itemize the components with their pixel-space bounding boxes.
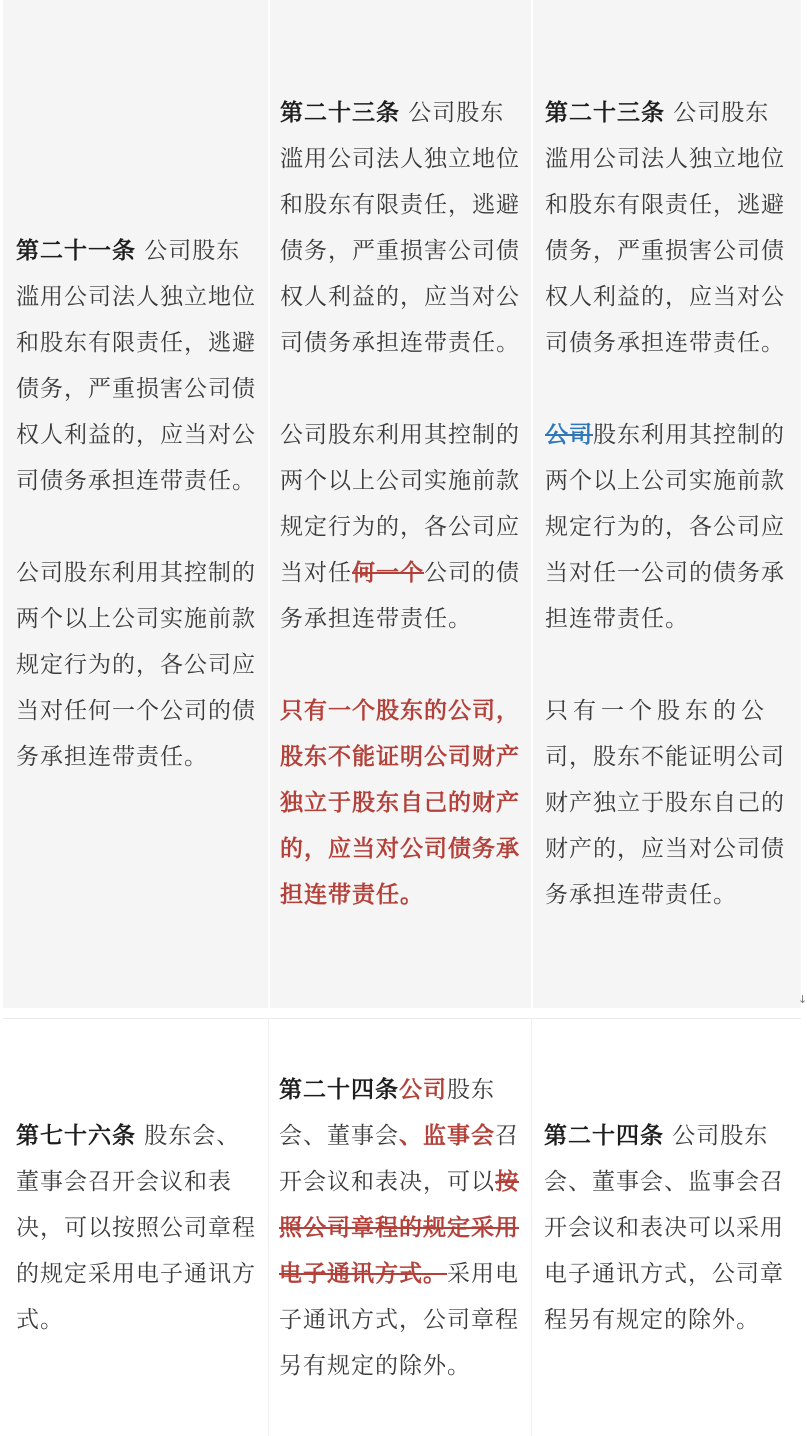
paragraph <box>280 412 521 642</box>
article-number: 第二十四条 <box>544 1122 664 1149</box>
paragraph <box>16 550 256 780</box>
article-number: 第二十一条 <box>16 238 136 264</box>
paragraph <box>545 412 793 642</box>
deleted-text: 公司 <box>545 422 593 448</box>
added-text: 公司 <box>399 1076 447 1103</box>
deleted-text: 何一个 <box>352 560 424 586</box>
paragraph <box>279 1067 521 1389</box>
final-law-cell <box>531 0 801 1008</box>
paragraph <box>545 90 793 366</box>
article-text: 公司股东滥用公司法人独立地位和股东有限责任，逃避债务，严重损害公司债权人利益的，应当对公司债务承担连带责任。 <box>16 238 256 494</box>
article-text: 股东利用其控制的两个以上公司实施前款规定行为的，各公司应当对任一公司 <box>545 422 785 586</box>
final-law-cell <box>531 1019 801 1436</box>
draft-law-cell <box>268 1019 531 1436</box>
table-row <box>3 1018 801 1436</box>
added-paragraph: 只有一个股东的公司，股东不能证明公司财产独立于股东自己的财产的，应当对公司债务承担连带责任。 <box>280 698 520 908</box>
article-text: 的债务承担连带责任。 <box>545 560 785 632</box>
paragraph <box>280 90 521 366</box>
article-text: 公司股东滥用公司法人独立地位和股东有限责任，逃避债务，严重损害公司债权人利益的，应当对公司债务承担连带责任。 <box>545 100 785 356</box>
article-text: 只有一个股东的公 <box>545 698 769 724</box>
paragraph <box>16 1113 256 1343</box>
deleted-text: 按照公司章程的规定采用电子通讯方式。 <box>279 1168 519 1287</box>
article-text: 公司股东滥用公司法人独立地位和股东有限责任，逃避债务，严重损害公司债权人利益的，应当对公司债务承担连带责任。 <box>280 100 520 356</box>
article-text: 公司股东利用其控制的两个以上公司实施前款规定行为的，各公司应当对任何一个公司的债务承担连带责任。 <box>16 560 256 770</box>
article-text: 召开会议和表决，可以 <box>279 1122 519 1195</box>
article-number: 第二十四条 <box>279 1076 399 1103</box>
old-law-cell <box>3 1019 268 1436</box>
article-number: 第七十六条 <box>16 1122 136 1149</box>
article-number: 第二十三条 <box>545 100 665 126</box>
table-row <box>3 0 801 1008</box>
line-break-marker: ↓ <box>798 993 807 1006</box>
article-text: 公司股东利用其控制的两个以上公司实施前款规定行为的，各公司应当对任 <box>280 422 520 586</box>
old-law-cell <box>3 0 268 1008</box>
article-text: 采用电子通讯方式，公司章程另有规定的除外。 <box>279 1260 519 1379</box>
article-number: 第二十三条 <box>280 100 400 126</box>
paragraph <box>16 228 256 504</box>
article-text: 司，股东不能证明公司财产独立于股东自己的财产的，应当对公司债务承担连带责任。 <box>545 744 785 908</box>
article-text: 公司的债务承担连带责任。 <box>280 560 520 632</box>
article-text: 股东会、董事会 <box>279 1076 495 1149</box>
paragraph <box>544 1113 793 1343</box>
added-text: 、监事会 <box>399 1122 495 1149</box>
draft-law-cell <box>268 0 531 1008</box>
article-text: 股东会、董事会召开会议和表决，可以按照公司章程的规定采用电子通讯方式。 <box>16 1122 256 1333</box>
article-text: 公司股东会、董事会、监事会召开会议和表决可以采用电子通讯方式，公司章程另有规定的除外。 <box>544 1122 784 1333</box>
paragraph <box>545 688 793 918</box>
